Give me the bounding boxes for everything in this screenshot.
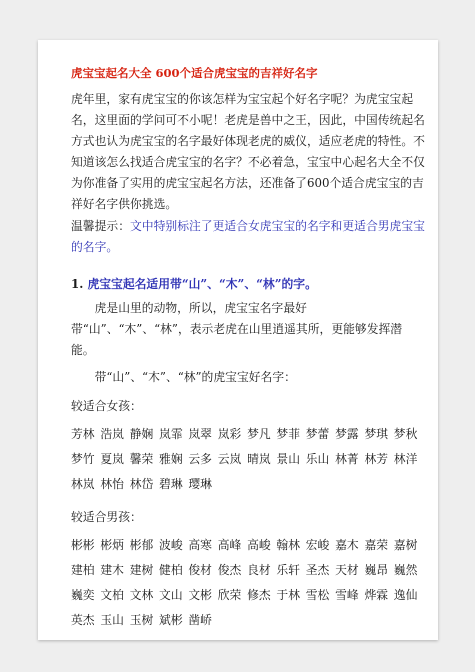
- document-content: [71, 64, 425, 640]
- hint-label: 温馨提示：: [71, 219, 130, 233]
- section-heading: [71, 274, 425, 294]
- section-body: 虎是山里的动物，所以，虎宝宝名字最好带“山”、“木”、“林”，表示老虎在山里逍遥其所，更能够发挥潜能。: [71, 301, 403, 357]
- boys-label: 较适合男孩：: [71, 510, 142, 524]
- names-subheading: 带“山”、“木”、“林”的虎宝宝好名字：: [94, 370, 296, 384]
- boys-names-list: 彬彬 彬炳 彬郁 波峻 高寒 高峰 高峻 翰林 宏峻 嘉木 嘉荣 嘉树 建柏 建木 建树 健柏 俊材 俊杰 良材 乐轩 圣杰 天材 巍昂 巍然 巍奕 文柏 文林 文山 文彬 欣荣 修杰 于林 雪松 雪峰 烨霖 逸仙 英杰 玉山 玉树 斌彬 凿峤: [71, 538, 418, 627]
- girls-label: 较适合女孩：: [71, 399, 142, 413]
- intro-paragraph: 虎年里，家有虎宝宝的你该怎样为宝宝起个好名字呢？为虎宝宝起名，这里面的学问可不小呢！老虎是兽中之王，因此，中国传统起名方式也认为虎宝宝的名字最好体现老虎的威仪，适应老虎的特性。不知道该怎么找适合虎宝宝的名字？不必着急，宝宝中心起名大全不仅为你准备了实用的虎宝宝起名方法，还准备了600个适合虎宝宝的吉祥好名字供你挑选。: [71, 92, 425, 211]
- hint-text: 文中特别标注了更适合女虎宝宝的名字和更适合男虎宝宝的名字。: [71, 219, 425, 254]
- document-page: [38, 40, 438, 640]
- girls-names-list: 芳林 浩岚 静娴 岚霏 岚翠 岚彩 梦凡 梦菲 梦蕾 梦露 梦琪 梦秋 梦竹 夏岚 馨荣 雅娴 云多 云岚 晴岚 景山 乐山 林菁 林芳 林洋 林岚 林怡 林岱 碧琳 璎琳: [71, 427, 418, 491]
- document-title: 虎宝宝起名大全 600个适合虎宝宝的吉祥好名字: [71, 66, 318, 80]
- hint-paragraph: [71, 216, 425, 258]
- section-title: 虎宝宝起名适用带“山”、“木”、“林”的字。: [87, 277, 317, 291]
- section-number: 1.: [71, 277, 84, 291]
